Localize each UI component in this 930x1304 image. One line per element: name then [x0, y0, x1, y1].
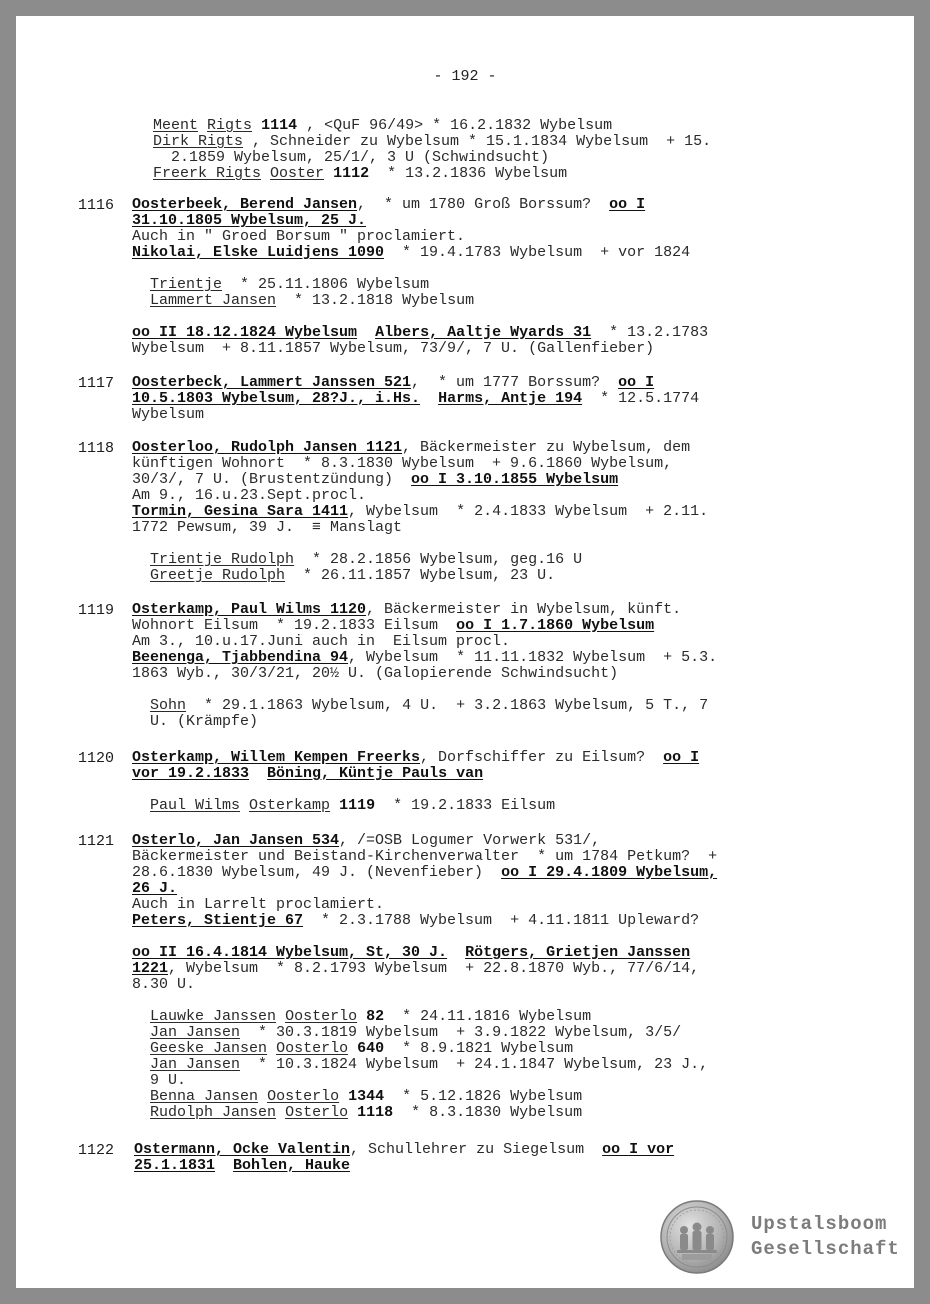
entry-line [132, 666, 618, 682]
entry-line [132, 1057, 708, 1073]
entry-text: 82 [366, 1008, 385, 1025]
person-name: oo I [618, 374, 655, 391]
entry-line [134, 1142, 674, 1158]
entry-line [132, 504, 708, 520]
linked-name: Greetje Rudolph [150, 567, 286, 584]
entry-line [132, 520, 402, 536]
person-name: Ostermann, Ocke Valentin [134, 1141, 351, 1158]
entry-line [153, 150, 549, 166]
entry-text: , * um 1780 Groß Borssum? [357, 196, 610, 213]
entry-text: , Bäckermeister in Wybelsum, künft. [366, 601, 682, 618]
person-name: 10.5.1803 Wybelsum, 28?J., i.Hs. [132, 390, 421, 407]
person-name: Rötgers, Grietjen Janssen [465, 944, 691, 961]
entry-text: * 30.3.1819 Wybelsum + 3.9.1822 Wybelsum, 3/5/ [240, 1024, 682, 1041]
person-name: oo I [663, 749, 700, 766]
entry-text: , Wybelsum * 8.2.1793 Wybelsum + 22.8.1870 Wyb., 77/6/14, [168, 960, 700, 977]
entry-line [132, 650, 717, 666]
entry-text [198, 117, 207, 134]
entry-line [153, 134, 711, 150]
entry-text: * 29.1.1863 Wybelsum, 4 U. + 3.2.1863 Wybelsum, 5 T., 7 [186, 697, 709, 714]
entry-text: 8.30 U. [132, 976, 196, 993]
entry-text [330, 797, 339, 814]
linked-name: Meent [153, 117, 199, 134]
entry-line [132, 913, 699, 929]
entry-line [132, 849, 717, 865]
entry-line [132, 618, 654, 634]
entry-text: Auch in Larrelt proclamiert. [132, 896, 385, 913]
linked-name: Trientje Rudolph [150, 551, 295, 568]
entry-line [132, 634, 510, 650]
entry-line [132, 1073, 186, 1089]
entry-line [134, 1158, 350, 1174]
person-name: oo I 29.4.1809 Wybelsum, [501, 864, 718, 881]
entry-text: Am 9., 16.u.23.Sept.procl. [132, 487, 367, 504]
entry-text: Wybelsum + 8.11.1857 Wybelsum, 73/9/, 7 U. (Gallenfieber) [132, 340, 655, 357]
entry-line [132, 472, 618, 488]
entry-text: * 25.11.1806 Wybelsum [222, 276, 430, 293]
entry-text [357, 1008, 366, 1025]
entry-text: * 24.11.1816 Wybelsum [384, 1008, 592, 1025]
entry-text [132, 697, 150, 714]
entry-line [153, 118, 612, 134]
person-name: Peters, Stientje 67 [132, 912, 304, 929]
entry-text [132, 1008, 150, 1025]
entry-text [339, 1088, 348, 1105]
entry-number: 1117 [78, 375, 115, 392]
entry-line [132, 456, 672, 472]
entry-text [348, 1104, 357, 1121]
person-name: Albers, Aaltje Wyards 31 [375, 324, 592, 341]
entry-text: künftigen Wohnort * 8.3.1830 Wybelsum + 9.6.1860 Wybelsum, [132, 455, 673, 472]
entry-text: Bäckermeister und Beistand-Kirchenverwalter * um 1784 Petkum? + [132, 848, 718, 865]
entry-text [258, 1088, 267, 1105]
entry-text [252, 117, 261, 134]
page-number: - 192 - [433, 68, 497, 85]
person-name: Beenenga, Tjabbendina 94 [132, 649, 349, 666]
brand-line2: Gesellschaft [751, 1238, 900, 1260]
entry-text: 640 [357, 1040, 385, 1057]
linked-name: Jan Jansen [150, 1024, 241, 1041]
person-name: Oosterbeck, Lammert Janssen 521 [132, 374, 412, 391]
entry-number: 1118 [78, 440, 115, 457]
linked-name: Jan Jansen [150, 1056, 241, 1073]
entry-text: * 12.5.1774 [582, 390, 700, 407]
entry-text: * 5.12.1826 Wybelsum [384, 1088, 583, 1105]
entry-text: 1772 Pewsum, 39 J. ≡ Manslagt [132, 519, 403, 536]
entry-line [132, 245, 690, 261]
entry-text: , Schullehrer zu Siegelsum [350, 1141, 603, 1158]
entry-text: , Dorfschiffer zu Eilsum? [420, 749, 664, 766]
entry-text: * 13.2.1818 Wybelsum [276, 292, 475, 309]
entry-text [249, 765, 267, 782]
entry-line [132, 602, 681, 618]
entry-text: , Wybelsum * 2.4.1833 Wybelsum + 2.11. [348, 503, 709, 520]
entry-line [132, 881, 177, 897]
entry-text [276, 1008, 285, 1025]
entry-number: 1120 [78, 750, 115, 767]
entry-text [132, 797, 150, 814]
linked-name: Dirk Rigts [153, 133, 244, 150]
entry-line [132, 977, 195, 993]
person-name: oo I 3.10.1855 Wybelsum [411, 471, 619, 488]
linked-name: Osterkamp [249, 797, 331, 814]
entry-line [132, 1041, 573, 1057]
entry-text [132, 1056, 150, 1073]
entry-text [276, 1104, 285, 1121]
entry-text: * 26.11.1857 Wybelsum, 23 U. [285, 567, 556, 584]
entry-text: * 13.2.1836 Wybelsum [369, 165, 568, 182]
entry-text: * 2.3.1788 Wybelsum + 4.11.1811 Upleward? [303, 912, 700, 929]
entry-text [357, 324, 375, 341]
entry-line [132, 277, 429, 293]
entry-text: , * um 1777 Borssum? [411, 374, 619, 391]
entry-line [132, 341, 654, 357]
entry-text [132, 1040, 150, 1057]
person-name: vor 19.2.1833 [132, 765, 250, 782]
entry-number: 1121 [78, 833, 115, 850]
entry-text: Wohnort Eilsum * 19.2.1833 Eilsum [132, 617, 457, 634]
person-name: oo II 18.12.1824 Wybelsum [132, 324, 358, 341]
entry-line [132, 798, 555, 814]
entry-text: * 8.3.1830 Wybelsum [393, 1104, 583, 1121]
entry-line [132, 698, 708, 714]
entry-line [132, 945, 690, 961]
entry-line [132, 865, 717, 881]
person-name: Harms, Antje 194 [438, 390, 583, 407]
entry-line [132, 568, 555, 584]
entry-line [132, 1105, 582, 1121]
entry-text: * 19.4.1783 Wybelsum + vor 1824 [384, 244, 691, 261]
entry-text: * 28.2.1856 Wybelsum, geg.16 U [294, 551, 583, 568]
seal-icon [660, 1200, 734, 1274]
entry-number: 1116 [78, 197, 115, 214]
entry-text: * 19.2.1833 Eilsum [375, 797, 556, 814]
person-name: Oosterbeek, Berend Jansen [132, 196, 358, 213]
entry-text [348, 1040, 357, 1057]
entry-line [132, 1009, 591, 1025]
entry-text: * 8.9.1821 Wybelsum [384, 1040, 574, 1057]
brand-line1: Upstalsboom [751, 1213, 888, 1235]
entry-text: 9 U. [132, 1072, 187, 1089]
entry-text: 1114 [261, 117, 298, 134]
entry-text: Wybelsum [132, 406, 205, 423]
entry-line [132, 197, 645, 213]
entry-text: , Bäckermeister zu Wybelsum, dem [402, 439, 691, 456]
entry-line [132, 552, 582, 568]
linked-name: Oosterlo [285, 1008, 358, 1025]
person-name: Oosterloo, Rudolph Jansen 1121 [132, 439, 403, 456]
person-name: 25.1.1831 [134, 1157, 216, 1174]
entry-line [132, 293, 474, 309]
person-name: oo I [609, 196, 646, 213]
person-name: Osterkamp, Willem Kempen Freerks [132, 749, 421, 766]
entry-text: Am 3., 10.u.17.Juni auch in Eilsum procl. [132, 633, 511, 650]
person-name: Tormin, Gesina Sara 1411 [132, 503, 349, 520]
entry-number: 1119 [78, 602, 115, 619]
entry-text: 1344 [348, 1088, 385, 1105]
person-name: 26 J. [132, 880, 178, 897]
linked-name: Ooster [270, 165, 325, 182]
entry-text [447, 944, 465, 961]
entry-line [132, 213, 366, 229]
person-name: Osterkamp, Paul Wilms 1120 [132, 601, 367, 618]
entry-text: , Wybelsum * 11.11.1832 Wybelsum + 5.3. [348, 649, 718, 666]
person-name: Bohlen, Hauke [233, 1157, 351, 1174]
linked-name: Trientje [150, 276, 223, 293]
document-page [16, 16, 914, 1288]
entry-text: , /=OSB Logumer Vorwerk 531/, [339, 832, 601, 849]
entry-text: 1863 Wyb., 30/3/21, 20½ U. (Galopierende Schwindsucht) [132, 665, 619, 682]
entry-line [153, 166, 567, 182]
person-name: Nikolai, Elske Luidjens 1090 [132, 244, 385, 261]
entry-text [132, 1088, 150, 1105]
entry-line [132, 229, 465, 245]
linked-name: Oosterlo [267, 1088, 340, 1105]
entry-text: * 13.2.1783 [591, 324, 709, 341]
entry-text: 1112 [333, 165, 370, 182]
entry-text [132, 1024, 150, 1041]
person-name: oo I 1.7.1860 Wybelsum [456, 617, 655, 634]
linked-name: Oosterlo [276, 1040, 349, 1057]
person-name: Böning, Küntje Pauls van [267, 765, 484, 782]
entry-text: U. (Krämpfe) [132, 713, 259, 730]
linked-name: Paul Wilms [150, 797, 241, 814]
entry-text: 2.1859 Wybelsum, 25/1/, 3 U (Schwindsucht) [153, 149, 550, 166]
entry-text: , <QuF 96/49> * 16.2.1832 Wybelsum [297, 117, 613, 134]
entry-text [132, 551, 150, 568]
linked-name: Sohn [150, 697, 187, 714]
entry-text: Auch in " Groed Borsum " proclamiert. [132, 228, 466, 245]
person-name: 1221 [132, 960, 169, 977]
entry-text [324, 165, 333, 182]
entry-text [267, 1040, 276, 1057]
entry-text [132, 292, 150, 309]
entry-text [261, 165, 270, 182]
entry-text: 1118 [357, 1104, 394, 1121]
linked-name: Lammert Jansen [150, 292, 277, 309]
entry-text [132, 1104, 150, 1121]
entry-line [132, 961, 699, 977]
linked-name: Rigts [207, 117, 253, 134]
person-name: 31.10.1805 Wybelsum, 25 J. [132, 212, 367, 229]
linked-name: Lauwke Janssen [150, 1008, 277, 1025]
entry-text: 1119 [339, 797, 376, 814]
entry-line [132, 325, 708, 341]
entry-text [240, 797, 249, 814]
entry-line [132, 488, 366, 504]
entry-text [420, 390, 438, 407]
linked-name: Freerk Rigts [153, 165, 262, 182]
person-name: Osterlo, Jan Jansen 534 [132, 832, 340, 849]
brand-logo [751, 1212, 900, 1262]
entry-text [215, 1157, 233, 1174]
entry-line [132, 375, 654, 391]
entry-line [132, 407, 204, 423]
linked-name: Geeske Jansen [150, 1040, 268, 1057]
entry-text [132, 276, 150, 293]
entry-text: * 10.3.1824 Wybelsum + 24.1.1847 Wybelsum, 23 J., [240, 1056, 709, 1073]
entry-line [132, 750, 699, 766]
linked-name: Benna Jansen [150, 1088, 259, 1105]
entry-text: 30/3/, 7 U. (Brustentzündung) [132, 471, 412, 488]
entry-line [132, 714, 258, 730]
entry-line [132, 833, 600, 849]
person-name: oo I vor [602, 1141, 675, 1158]
person-name: oo II 16.4.1814 Wybelsum, St, 30 J. [132, 944, 448, 961]
entry-line [132, 1025, 681, 1041]
entry-line [132, 766, 483, 782]
entry-line [132, 440, 690, 456]
entry-text: , Schneider zu Wybelsum * 15.1.1834 Wybelsum + 15. [243, 133, 712, 150]
entry-text: 28.6.1830 Wybelsum, 49 J. (Nevenfieber) [132, 864, 502, 881]
linked-name: Rudolph Jansen [150, 1104, 277, 1121]
entry-text [132, 567, 150, 584]
entry-line [132, 897, 384, 913]
entry-line [132, 391, 699, 407]
entry-number: 1122 [78, 1142, 115, 1159]
entry-line [132, 1089, 582, 1105]
linked-name: Osterlo [285, 1104, 349, 1121]
